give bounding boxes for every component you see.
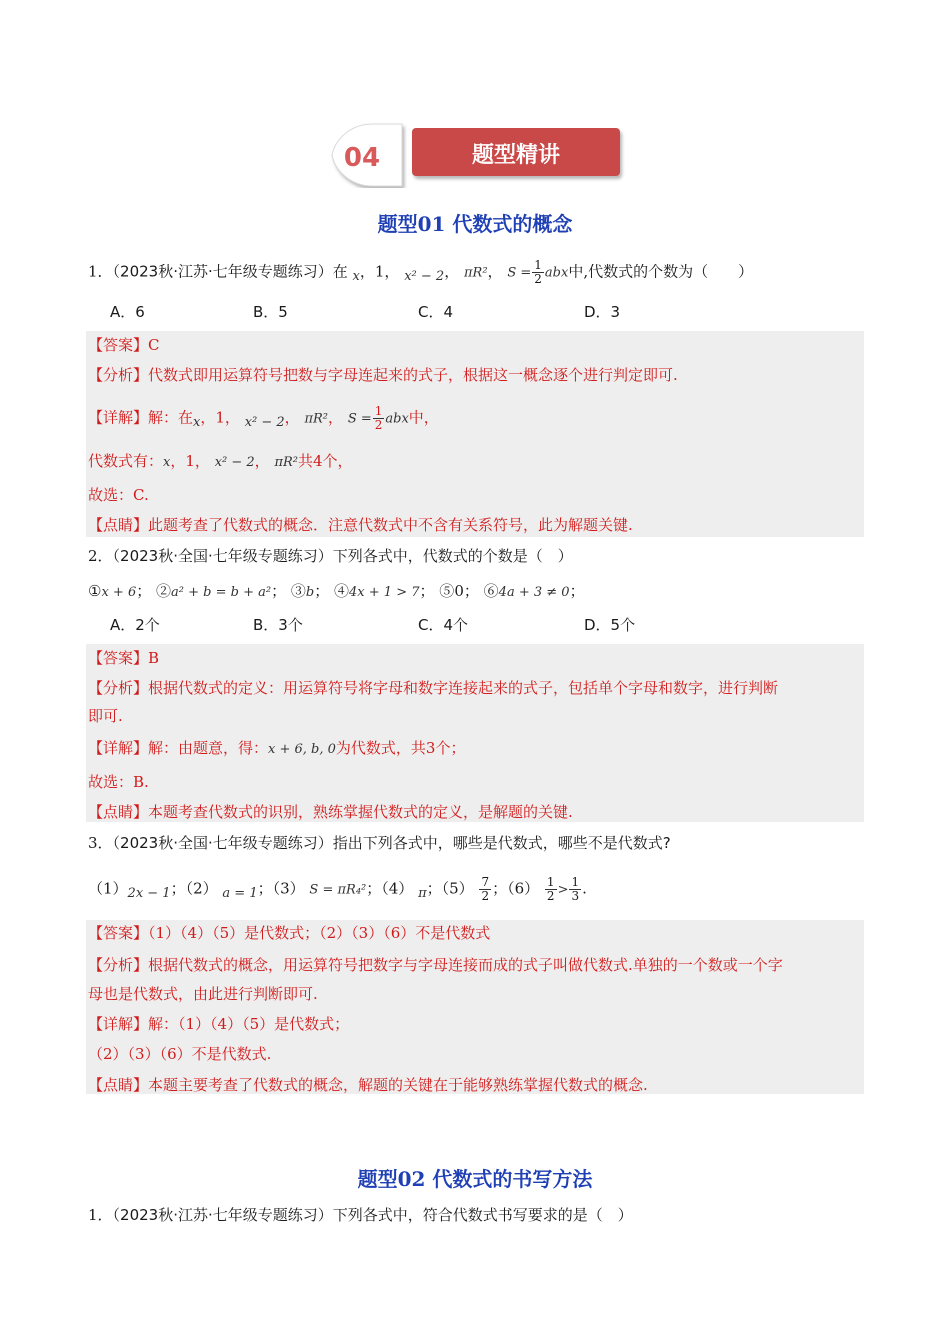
question-s2-1	[88, 1204, 633, 1226]
math-expr: πR²	[464, 265, 488, 281]
question-2-items: ①x + 6； ②a² + b = b + a²； ③b； ④4x + 1 > 7； ⑤0； ⑥4a + 3 ≠ 0；	[88, 582, 585, 600]
question-2	[88, 545, 573, 567]
choose: 故选：C.	[88, 486, 149, 504]
detail: 【详解】解：由题意，得：x + 6, b, 0为代数式，共3个；	[88, 739, 466, 757]
separator: ，1，	[359, 262, 400, 281]
separator: ，	[487, 262, 503, 281]
analysis: 【分析】根据代数式的定义：用运算符号将字母和数字连接起来的式子，包括单个字母和数字，进行判断	[88, 679, 779, 697]
question-3-items: （1）2x − 1；（2） a = 1；（3） S = πR₄²；（4） π；（5） $\frac{7}{2}$ ；（6） $\frac{1}{2}$ > $\frac{1}{3}$ .	[88, 875, 587, 903]
detail: 【详解】解：在x，1， x² − 2， πR²， S = $\frac{1}{2}$ abx中，	[88, 404, 439, 432]
detail-2: 代数式有：x，1， x² − 2， πR²共4个，	[88, 452, 353, 470]
option-a: A．6	[110, 303, 145, 321]
analysis-cont: 即可.	[88, 707, 123, 725]
question-source: （2023秋·江苏·七年级专题练习）下列各式中，符合代数式书写要求的是（ ）	[112, 1206, 633, 1224]
section-title-1: 题型01 代数式的概念	[377, 212, 573, 236]
math-expr: πR²	[274, 455, 299, 470]
question-number: 1．	[88, 1206, 113, 1224]
math-expr: S =	[347, 411, 372, 427]
option-d: D．3	[584, 303, 621, 321]
math-expr: x² − 2	[244, 414, 285, 430]
comment: 【点睛】本题考查代数式的识别，熟练掌握代数式的定义，是解题的关键.	[88, 803, 573, 821]
answer: 【答案】（1）（4）（5）是代数式；（2）（3）（6）不是代数式	[88, 924, 491, 942]
math-expr: x	[352, 268, 360, 284]
analysis: 【分析】根据代数式的概念，用运算符号把数字与字母连接而成的式子叫做代数式.单独的一个数或一个字	[88, 956, 783, 974]
analysis: 【分析】代数式即用运算符号把数与字母连起来的式子，根据这一概念逐个进行判定即可.	[88, 366, 678, 384]
section-banner	[324, 122, 628, 188]
answer: 【答案】B	[88, 649, 160, 667]
question-tail: 中,代数式的个数为（ ）	[568, 262, 754, 281]
math-expr: S =	[507, 265, 532, 281]
math-expr: x	[193, 414, 201, 430]
detail: 【详解】解：（1）（4）（5）是代数式；	[88, 1015, 350, 1033]
detail-2: （2）（3）（6）不是代数式.	[88, 1045, 272, 1063]
solution-box-1	[86, 331, 864, 537]
math-expr: x + 6, b, 0	[268, 742, 336, 757]
question-number: 1．	[88, 262, 113, 281]
option-c: C．4个	[418, 616, 469, 634]
math-expr: abx	[544, 265, 569, 281]
answer: 【答案】C	[88, 336, 160, 354]
math-expr: abx	[385, 411, 409, 427]
fraction: $\frac{1}{2}$	[534, 258, 542, 286]
option-c: C．4	[418, 303, 454, 321]
question-1	[88, 259, 753, 286]
banner-number: 04	[343, 143, 381, 173]
math-expr: x² − 2	[404, 268, 445, 284]
math-expr: x² − 2	[214, 455, 255, 470]
question-number: 2．	[88, 547, 113, 565]
question-number: 3．	[88, 834, 113, 852]
banner-label: 题型精讲	[471, 143, 561, 168]
question-source: （2023秋·全国·七年级专题练习）下列各式中，代数式的个数是（ ）	[112, 547, 573, 565]
separator: ，	[444, 262, 460, 281]
fraction: $\frac{1}{2}$	[374, 404, 383, 432]
math-expr: πR²	[304, 411, 329, 427]
choose: 故选：B.	[88, 773, 149, 791]
option-b: B．3个	[253, 616, 303, 634]
question-3	[88, 832, 671, 854]
solution-box-2	[86, 644, 864, 822]
option-d: D．5个	[584, 616, 636, 634]
comment: 【点睛】此题考查了代数式的概念．注意代数式中不含有关系符号，此为解题关键.	[88, 516, 633, 534]
question-source: （2023秋·全国·七年级专题练习）指出下列各式中，哪些是代数式，哪些不是代数式?	[112, 834, 671, 852]
question-source: （2023秋·江苏·七年级专题练习）在	[112, 262, 348, 281]
option-a: A．2个	[110, 616, 160, 634]
section-title-2: 题型02 代数式的书写方法	[357, 1167, 593, 1191]
option-b: B．5	[253, 303, 288, 321]
fraction: $\frac{1}{2}$	[546, 875, 555, 903]
solution-box-3	[86, 920, 864, 1094]
fraction: $\frac{1}{3}$	[571, 875, 580, 903]
math-expr: x	[163, 455, 171, 470]
comment: 【点睛】本题主要考查了代数式的概念，解题的关键在于能够熟练掌握代数式的概念.	[88, 1076, 648, 1094]
analysis-cont: 母也是代数式，由此进行判断即可.	[88, 985, 318, 1003]
fraction: $\frac{7}{2}$	[481, 875, 490, 903]
